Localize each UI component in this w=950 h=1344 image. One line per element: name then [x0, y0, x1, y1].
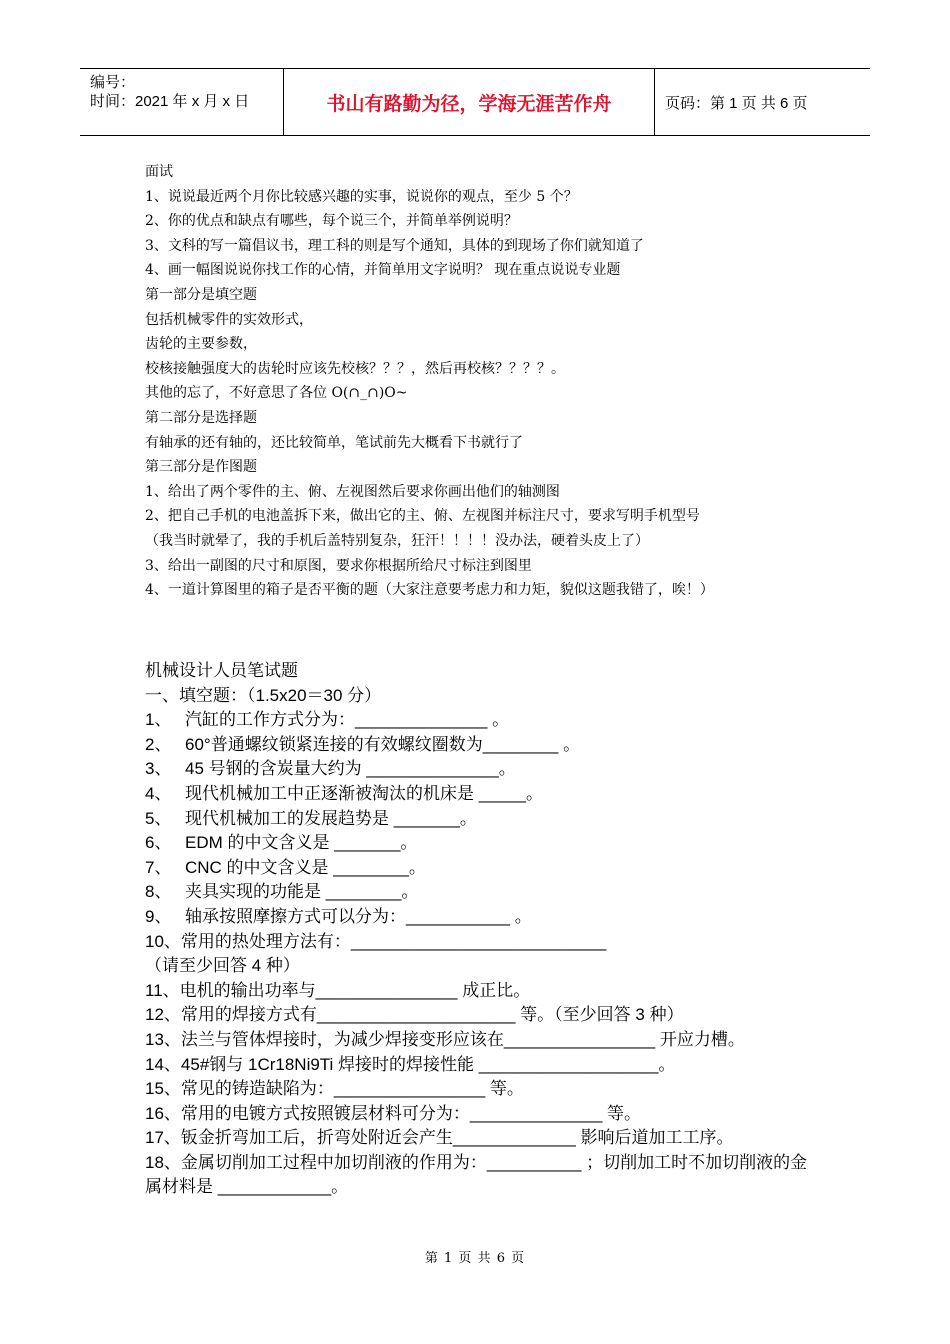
question-number: 8、: [145, 882, 172, 902]
part1-line: 其他的忘了，不好意思了各位 O(∩_∩)O~: [145, 385, 408, 402]
interview-item: 1、说说最近两个月你比较感兴趣的实事，说说你的观点，至少 5 个？: [145, 188, 578, 205]
exam-question: [145, 1151, 810, 1200]
exam-question: [145, 733, 810, 758]
part1-line: 包括机械零件的实效形式，: [145, 311, 313, 328]
part1-title: 第一部分是填空题: [145, 286, 257, 303]
question-number: 1、: [145, 710, 172, 730]
question-text: 11、电机的输出功率与_______________ 成正比。: [145, 980, 531, 1000]
question-text: 现代机械加工的发展趋势是 _______。: [185, 808, 477, 828]
part2-title: 第二部分是选择题: [145, 409, 257, 426]
exam-question: [145, 782, 810, 807]
question-number: 2、: [145, 734, 172, 754]
question-text: 45 号钢的含炭量大约为 ______________。: [185, 759, 516, 779]
interview-item: 2、你的优点和缺点有哪些，每个说三个，并简单举例说明？: [145, 213, 518, 230]
question-text: EDM 的中文含义是 _______。: [185, 833, 418, 853]
question-number: 9、: [145, 906, 172, 926]
part3-line: 2、把自己手机的电池盖拆下来，做出它的主、俯、左视图并标注尺寸，要求写明手机型号: [145, 508, 700, 525]
question-number: 5、: [145, 808, 172, 828]
part2-line: 有轴承的还有轴的，还比较简单，笔试前先大概看下书就行了: [145, 434, 523, 451]
exam-question: [145, 880, 810, 905]
question-text: （请至少回答 4 种）: [145, 956, 300, 976]
question-text: 汽缸的工作方式分为：______________ 。: [185, 710, 510, 730]
footer-page-number: 第 1 页 共 6 页: [424, 1251, 526, 1266]
exam-question: [145, 807, 810, 832]
header-meta: [80, 69, 283, 135]
interview-title: 面试: [145, 164, 173, 180]
number-label: 编号：: [90, 74, 136, 91]
exam-question: [145, 1028, 810, 1053]
question-number: 6、: [145, 833, 172, 853]
question-text: 现代机械加工中正逐渐被淘汰的机床是 _____。: [185, 783, 543, 803]
exam-question: [145, 708, 810, 733]
question-number: 3、: [145, 759, 172, 779]
exam-question: [145, 954, 810, 979]
exam-question: [145, 831, 810, 856]
interview-section: [145, 160, 810, 603]
exam-question: [145, 1077, 810, 1102]
question-number: 7、: [145, 857, 172, 877]
exam-section: [145, 659, 810, 1200]
exam-question: [145, 1102, 810, 1127]
interview-item: 3、文科的写一篇倡议书，理工科的则是写个通知，具体的到现场了你们就知道了: [145, 237, 644, 254]
exam-question: [145, 979, 810, 1004]
part3-line: 1、给出了两个零件的主、俯、左视图然后要求你画出他们的轴测图: [145, 483, 560, 500]
question-text: 17、钣金折弯加工后，折弯处附近会产生_____________ 影响后道加工工序。: [145, 1128, 734, 1148]
question-number: 4、: [145, 783, 172, 803]
part3-line: 4、一道计算图里的箱子是否平衡的题（大家注意要考虑力和力矩，貌似这题我错了，唉！）: [145, 582, 714, 599]
exam-question: [145, 1126, 810, 1151]
question-text: 18、金属切削加工过程中加切削液的作用为：__________ ；切削加工时不加切削液的金属材料是 ____________。: [145, 1152, 808, 1197]
part3-title: 第三部分是作图题: [145, 459, 257, 476]
question-text: 13、法兰与管体焊接时，为减少焊接变形应该在________________ 开应力槽。: [145, 1029, 745, 1049]
part3-line: 3、给出一副图的尺寸和原图，要求你根据所给尺寸标注到图里: [145, 557, 532, 574]
question-text: 10、常用的热处理方法有：___________________________: [145, 931, 607, 951]
exam-question: [145, 1003, 810, 1028]
part3-line: （我当时就晕了，我的手机后盖特别复杂，狂汗！！！！没办法，硬着头皮上了）: [145, 532, 649, 549]
exam-question: [145, 930, 810, 955]
exam-title: 机械设计人员笔试题: [145, 661, 298, 680]
interview-item: 4、画一幅图说说你找工作的心情，并简单用文字说明？ 现在重点说说专业题: [145, 262, 621, 279]
page-header: [80, 68, 870, 136]
header-page-label: 页码：第 1 页 共 6 页: [665, 94, 808, 112]
exam-question: [145, 905, 810, 930]
part1-line: 齿轮的主要参数，: [145, 336, 257, 353]
exam-question: [145, 1053, 810, 1078]
question-text: 轴承按照摩擦方式可以分为：___________ 。: [185, 906, 532, 926]
fill-blank-heading: 一、填空题：（1.5x20＝30 分）: [145, 685, 382, 705]
part1-line: 校核接触强度大的齿轮时应该先校核？？？，然后再校核？？？？。: [145, 360, 565, 377]
question-text: 12、常用的焊接方式有_____________________ 等。（至少回答 3 种）: [145, 1005, 684, 1025]
question-text: 夹具实现的功能是 ________。: [185, 882, 419, 902]
exam-question: [145, 757, 810, 782]
question-text: 14、45#钢与 1Cr18Ni9Ti 焊接时的焊接性能 ___________________。: [145, 1054, 676, 1074]
page-footer: [0, 1247, 950, 1266]
header-motto: 书山有路勤为径，学海无涯苦作舟: [283, 69, 655, 135]
question-list: [145, 708, 810, 1200]
question-text: CNC 的中文含义是 ________。: [185, 857, 426, 877]
question-text: 16、常用的电镀方式按照镀层材料可分为：______________ 等。: [145, 1103, 641, 1123]
question-text: 60°普通螺纹锁紧连接的有效螺纹圈数为________ 。: [185, 734, 581, 754]
exam-question: [145, 856, 810, 881]
question-text: 15、常见的铸造缺陷为：________________ 等。: [145, 1079, 524, 1099]
date-line: 时间：2021 年 x 月 x 日: [90, 93, 250, 110]
